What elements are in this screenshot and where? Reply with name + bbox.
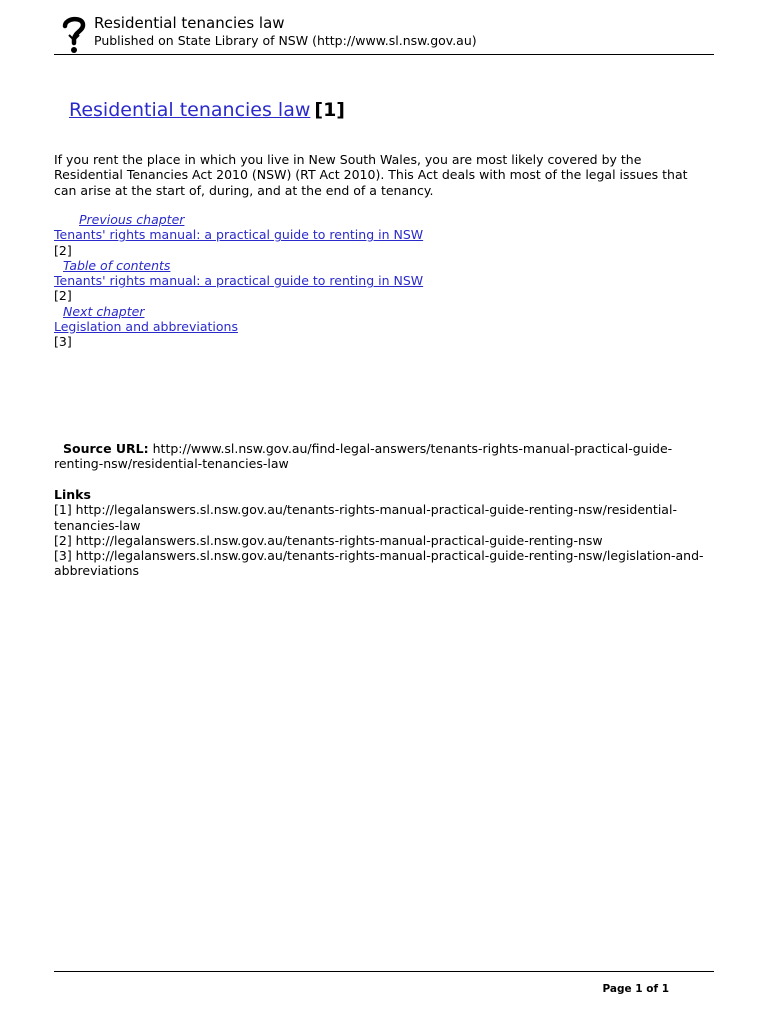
next-chapter-title-link[interactable]: Legislation and abbreviations (54, 319, 238, 335)
question-mark-logo-icon (60, 14, 88, 54)
article-title-line (69, 98, 345, 122)
table-of-contents-ref: [2] (54, 288, 72, 304)
source-url-label: Source URL: (63, 441, 149, 456)
article-title-link[interactable]: Residential tenancies law (69, 99, 311, 121)
page-number: Page 1 of 1 (602, 983, 669, 995)
article-title-ref: [1] (314, 99, 345, 121)
footer-divider (54, 971, 714, 972)
link-item: [2] http://legalanswers.sl.nsw.gov.au/tenants-rights-manual-practical-guide-renting-nsw (54, 532, 603, 548)
previous-chapter-ref: [2] (54, 242, 72, 258)
link-item: [1] http://legalanswers.sl.nsw.gov.au/tenants-rights-manual-practical-guide-renting-nsw/residential-tenancies-law (54, 502, 677, 533)
source-url-value: http://www.sl.nsw.gov.au/find-legal-answers/tenants-rights-manual-practical-guide-renting-nsw/residential-tenancies-law (54, 441, 673, 472)
link-item: [3] http://legalanswers.sl.nsw.gov.au/tenants-rights-manual-practical-guide-renting-nsw/legislation-and-abbreviations (54, 548, 704, 579)
next-chapter-link[interactable]: Next chapter (63, 303, 145, 319)
header-title: Residential tenancies law (94, 14, 285, 32)
table-of-contents-title-link[interactable]: Tenants' rights manual: a practical guide to renting in NSW (54, 273, 424, 289)
source-url (54, 441, 704, 472)
links-section (54, 487, 714, 579)
next-chapter-ref: [3] (54, 334, 72, 350)
links-heading: Links (54, 487, 91, 502)
article-intro: If you rent the place in which you live in New South Wales, you are most likely covered by the Residential Tenancies Act 2010 (NSW) (RT Act 2010). This Act deals with most of the legal issues that can arise at the start of, during, and at the end of a tenancy. (54, 152, 688, 198)
table-of-contents-link[interactable]: Table of contents (63, 257, 171, 273)
previous-chapter-link[interactable]: Previous chapter (79, 212, 185, 227)
previous-chapter-title-link[interactable]: Tenants' rights manual: a practical guide to renting in NSW (54, 227, 424, 243)
page-header (54, 12, 714, 55)
chapter-navigation (54, 212, 714, 350)
header-subtitle: Published on State Library of NSW (http://www.sl.nsw.gov.au) (94, 33, 477, 48)
